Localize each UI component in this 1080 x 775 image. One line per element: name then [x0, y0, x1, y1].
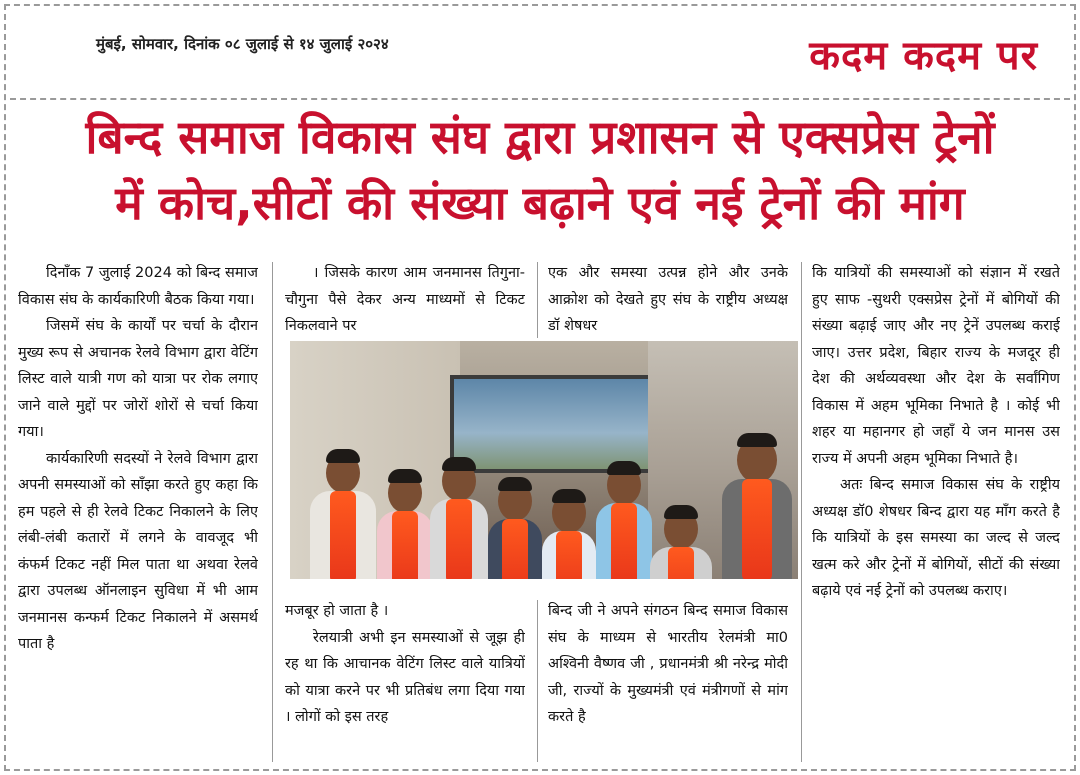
- person: [308, 393, 378, 579]
- column-rule: [272, 262, 273, 762]
- masthead-divider: [10, 98, 1070, 100]
- dateline: मुंबई, सोमवार, दिनांक ०८ जुलाई से १४ जुलाई २०२४: [96, 35, 389, 53]
- person: [486, 407, 544, 579]
- article-column-3-top: [548, 260, 788, 340]
- column-rule: [801, 262, 802, 762]
- article-paragraph: कि यात्रियों की समस्याओं को संज्ञान में रखते हुए साफ -सुथरी एक्सप्रेस ट्रेनों में बोगियों की संख्या बढ़ाई जाए और नए ट्रेनें उपलब्ध कराई जाए। उत्तर प्रदेश, बिहार राज्य के मजदूर ही देश की अर्थव्यवस्था और देश के सर्वांगिण विकास में अहम भूमिका निभाते है । कोई भी शहर या महानगर हो जहाँ ये जन मानस उस राज्य में अपनी अहम भूमिका निभाते है।: [812, 265, 1060, 467]
- article-paragraph: रेलयात्री अभी इन समस्याओं से जूझ ही रह था कि आचानक वेटिंग लिस्ट वाले यात्रियों को यात्रा करने पर भी प्रतिबंध लगा दिया गया । लोगों को इस तरह: [285, 629, 525, 725]
- person: [594, 399, 654, 579]
- column-rule: [537, 262, 538, 338]
- section-title: कदम कदम पर: [809, 33, 1038, 79]
- person: [720, 387, 794, 579]
- article-paragraph: अतः बिन्द समाज विकास संघ के राष्ट्रीय अध्यक्ष डॉ0 शेषधर बिन्द द्वारा यह माँग करते है कि यात्रियों के इस समस्या का जल्द से जल्द खत्म करे और ट्रेनों में बोगियों, सीटों की संख्या बढ़ाये एवं नई ट्रेनों को उपलब्ध कराए।: [812, 477, 1060, 599]
- article-paragraph: । जिसके कारण आम जनमानस तिगुना-चौगुना पैसे देकर अन्य माध्यमों से टिकट निकलवाने पर: [285, 265, 525, 334]
- headline-line-2: में कोच,सीटों की संख्या बढ़ाने एवं नई ट्रेनों की मांग: [115, 176, 965, 230]
- person: [540, 413, 598, 579]
- article-paragraph: जिसमें संघ के कार्यों पर चर्चा के दौरान मुख्य रूप से अचानक रेलवे विभाग द्वारा वेटिंग लिस्ट वाले यात्री गण को यात्रा पर रोक लगाए जाने वाले मुद्दों पर जोरों शोरों से चर्चा किया गया।: [18, 318, 258, 440]
- article-column-1: [18, 260, 258, 760]
- column-rule: [537, 600, 538, 762]
- article-paragraph: मजबूर हो जाता है ।: [285, 603, 389, 619]
- article-paragraph: दिनाँक 7 जुलाई 2024 को बिन्द समाज विकास संघ के कार्यकारिणी बैठक किया गया।: [18, 265, 258, 308]
- article-column-2-bottom: [285, 598, 525, 763]
- article-paragraph: कार्यकारिणी सदस्यों ने रेलवे विभाग द्वारा अपनी समस्याओं को साँझा करते हुए कहा कि हम पहले से ही रेलवे टिकट निकालने के लिए लंबी-लंबी कतारों में लगने के वावजूद भी कंफर्म टिकट नहीं मिल पाता था अथवा रेलवे द्वारा उपलब्ध ऑनलाइन सुविधा में भी आम जनमानस कन्फर्म टिकट निकालने में असमर्थ पाता है: [18, 450, 258, 652]
- person: [648, 423, 714, 579]
- person: [375, 403, 435, 579]
- article-column-4: [812, 260, 1060, 760]
- headline: [14, 104, 1066, 236]
- group-photo: [290, 341, 798, 579]
- person: [428, 397, 490, 579]
- article-paragraph: बिन्द जी ने अपने संगठन बिन्द समाज विकास संघ के माध्यम से भारतीय रेलमंत्री मा0 अश्विनी वैष्णव जी , प्रधानमंत्री श्री नरेन्द्र मोदी जी, राज्यों के मुख्यमंत्री एवं मंत्रीगणों से मांग करते है: [548, 603, 788, 725]
- headline-line-1: बिन्द समाज विकास संघ द्वारा प्रशासन से एक्सप्रेस ट्रेनों: [85, 110, 995, 164]
- article-column-3-bottom: [548, 598, 788, 763]
- article-paragraph: एक और समस्या उत्पन्न होने और उनके आक्रोश को देखते हुए संघ के राष्ट्रीय अध्यक्ष डॉ शेषधर: [548, 265, 788, 334]
- article-column-2-top: [285, 260, 525, 340]
